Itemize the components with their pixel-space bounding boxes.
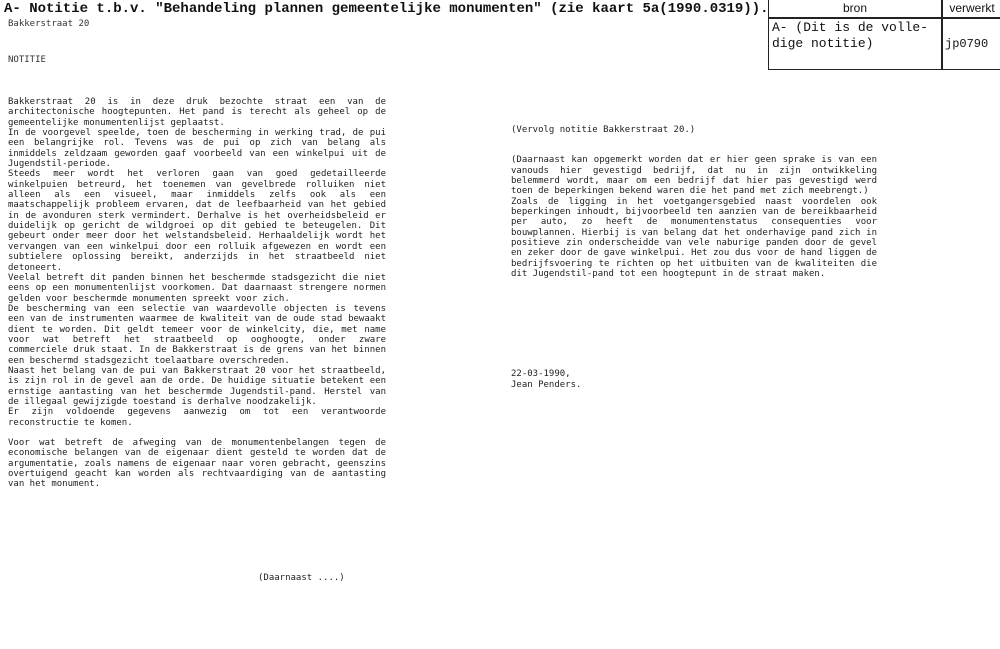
paragraph: (Daarnaast kan opgemerkt worden dat er hier geen sprake is van een vanouds hier gevestigd bedrijf, dat nu in zijn ontwikkeling belemmerd wordt, maar om een bedrijf dat hier pas gevestigd werd toen de beperkingen bekend waren die het pand met zich meebrengt.)	[511, 155, 877, 197]
signature-date: 22-03-1990,	[511, 369, 571, 379]
paragraph: Bakkerstraat 20 is in deze druk bezochte straat een van de architectonische hoogtepunten. Het pand is terecht als geheel op de gemeentelijke monumentenlijst geplaatst.	[8, 97, 386, 128]
paragraph: Naast het belang van de pui van Bakkerstraat 20 voor het straatbeeld, is zijn rol in de gevel aan de orde. De huidige situatie betekent een ernstige aantasting van het beschermde Jugendstil-pand. Herstel van de illegaal gewijzigde toestand is derhalve noodzakelijk.	[8, 365, 386, 407]
paragraph: Zoals de ligging in het voetgangersgebied naast voordelen ook beperkingen inhoudt, bijvoorbeeld ten aanzien van de bereikbaarheid per auto, zo heeft de monumentenstatus consequenties voor bouwplannen. Hierbij is van belang dat het onderhavige pand zich in positieve zin onderscheidde van vele naburige panden door de gevel en zeker door de gave winkelpui. Het zou dus voor de hand liggen de bedrijfsvoering te richten op het uitbuiten van de kwaliteiten die dit Jugendstil-pand tot een hoogtepunt in de straat maken.	[511, 196, 877, 280]
reference-box	[768, 0, 1000, 70]
reference-box-row-divider	[769, 17, 1000, 19]
continued-marker: (Daarnaast ....)	[258, 573, 345, 583]
paragraph: Steeds meer wordt het verloren gaan van goed gedetailleerde winkelpuien betreurd, het toenemen van gevelbrede rolluiken niet alleen als een visueel, maar inmiddels zelfs ook als een maatschappelijk probleem ervaren, dat de leefbaarheid van het gebied in de avonduren sterk vermindert. Derhalve is het overheidsbeleid er duidelijk op gericht de wildgroei op dit gebied te beteugelen. Dit gebeurt onder meer door het welstandsbeleid. Herhaaldelijk wordt het vervangen van een winkelpui door een rolluik afgewezen en wordt een subtielere oplossing bereikt, anderzijds in het straatbeeld niet detoneert.	[8, 169, 386, 273]
address-subtitle: Bakkerstraat 20	[8, 19, 90, 29]
verwerkt-header: verwerkt	[949, 1, 995, 15]
verwerkt-value: jp0790	[945, 37, 989, 51]
paragraph: De bescherming van een selectie van waardevolle objecten is tevens een van de instrumenten waarmee de kwaliteit van de oude stad bewaakt dient te worden. Dit geldt temeer voor de winkelcity, die, met name voor wat betreft het straatbeeld op ooghoogte, onder zware commerciele druk staat. In de Bakkerstraat is de grens van het binnen een beschermd stadsgezicht toelaatbare overschreden.	[8, 303, 386, 366]
paragraph-gap	[8, 428, 386, 438]
paragraph: Voor wat betreft de afweging van de monumentenbelangen tegen de economische belangen van de eigenaar dient gesteld te worden dat de argumentatie, zoals namens de eigenaar naar voren gebracht, geenszins overtuigend geacht kan worden als rechtvaardiging van de aantasting van het monument.	[8, 438, 386, 490]
bron-header: bron	[842, 1, 868, 15]
left-text-column	[8, 97, 386, 490]
paragraph: Er zijn voldoende gegevens aanwezig om tot een verantwoorde reconstructie te komen.	[8, 407, 386, 428]
bron-value: A- (Dit is de volle-dige notitie)	[772, 20, 929, 51]
notitie-label: NOTITIE	[8, 55, 46, 65]
paragraph-gap	[511, 145, 877, 155]
document-title: A- Notitie t.b.v. "Behandeling plannen gemeentelijke monumenten" (zie kaart 5a(1990.0319)).	[4, 1, 769, 17]
continuation-heading: (Vervolg notitie Bakkerstraat 20.)	[511, 125, 696, 135]
signature-author: Jean Penders.	[511, 379, 582, 390]
right-text-column	[511, 125, 877, 279]
paragraph: In de voorgevel speelde, toen de bescherming in werking trad, de pui een belangrijke rol. Tevens was de pui op zich van belang als inmiddels zeldzaam geworden gaaf voorbeeld van een winkelpui uit de Jugendstil-periode.	[8, 128, 386, 170]
signature-block	[511, 369, 581, 390]
paragraph: Veelal betreft dit panden binnen het beschermde stadsgezicht die niet eens op een monumentenlijst voorkomen. Dat daarnaast strengere normen gelden voor beschermde monumenten spreekt voor zich.	[8, 272, 386, 304]
paragraph-gap	[511, 135, 877, 145]
